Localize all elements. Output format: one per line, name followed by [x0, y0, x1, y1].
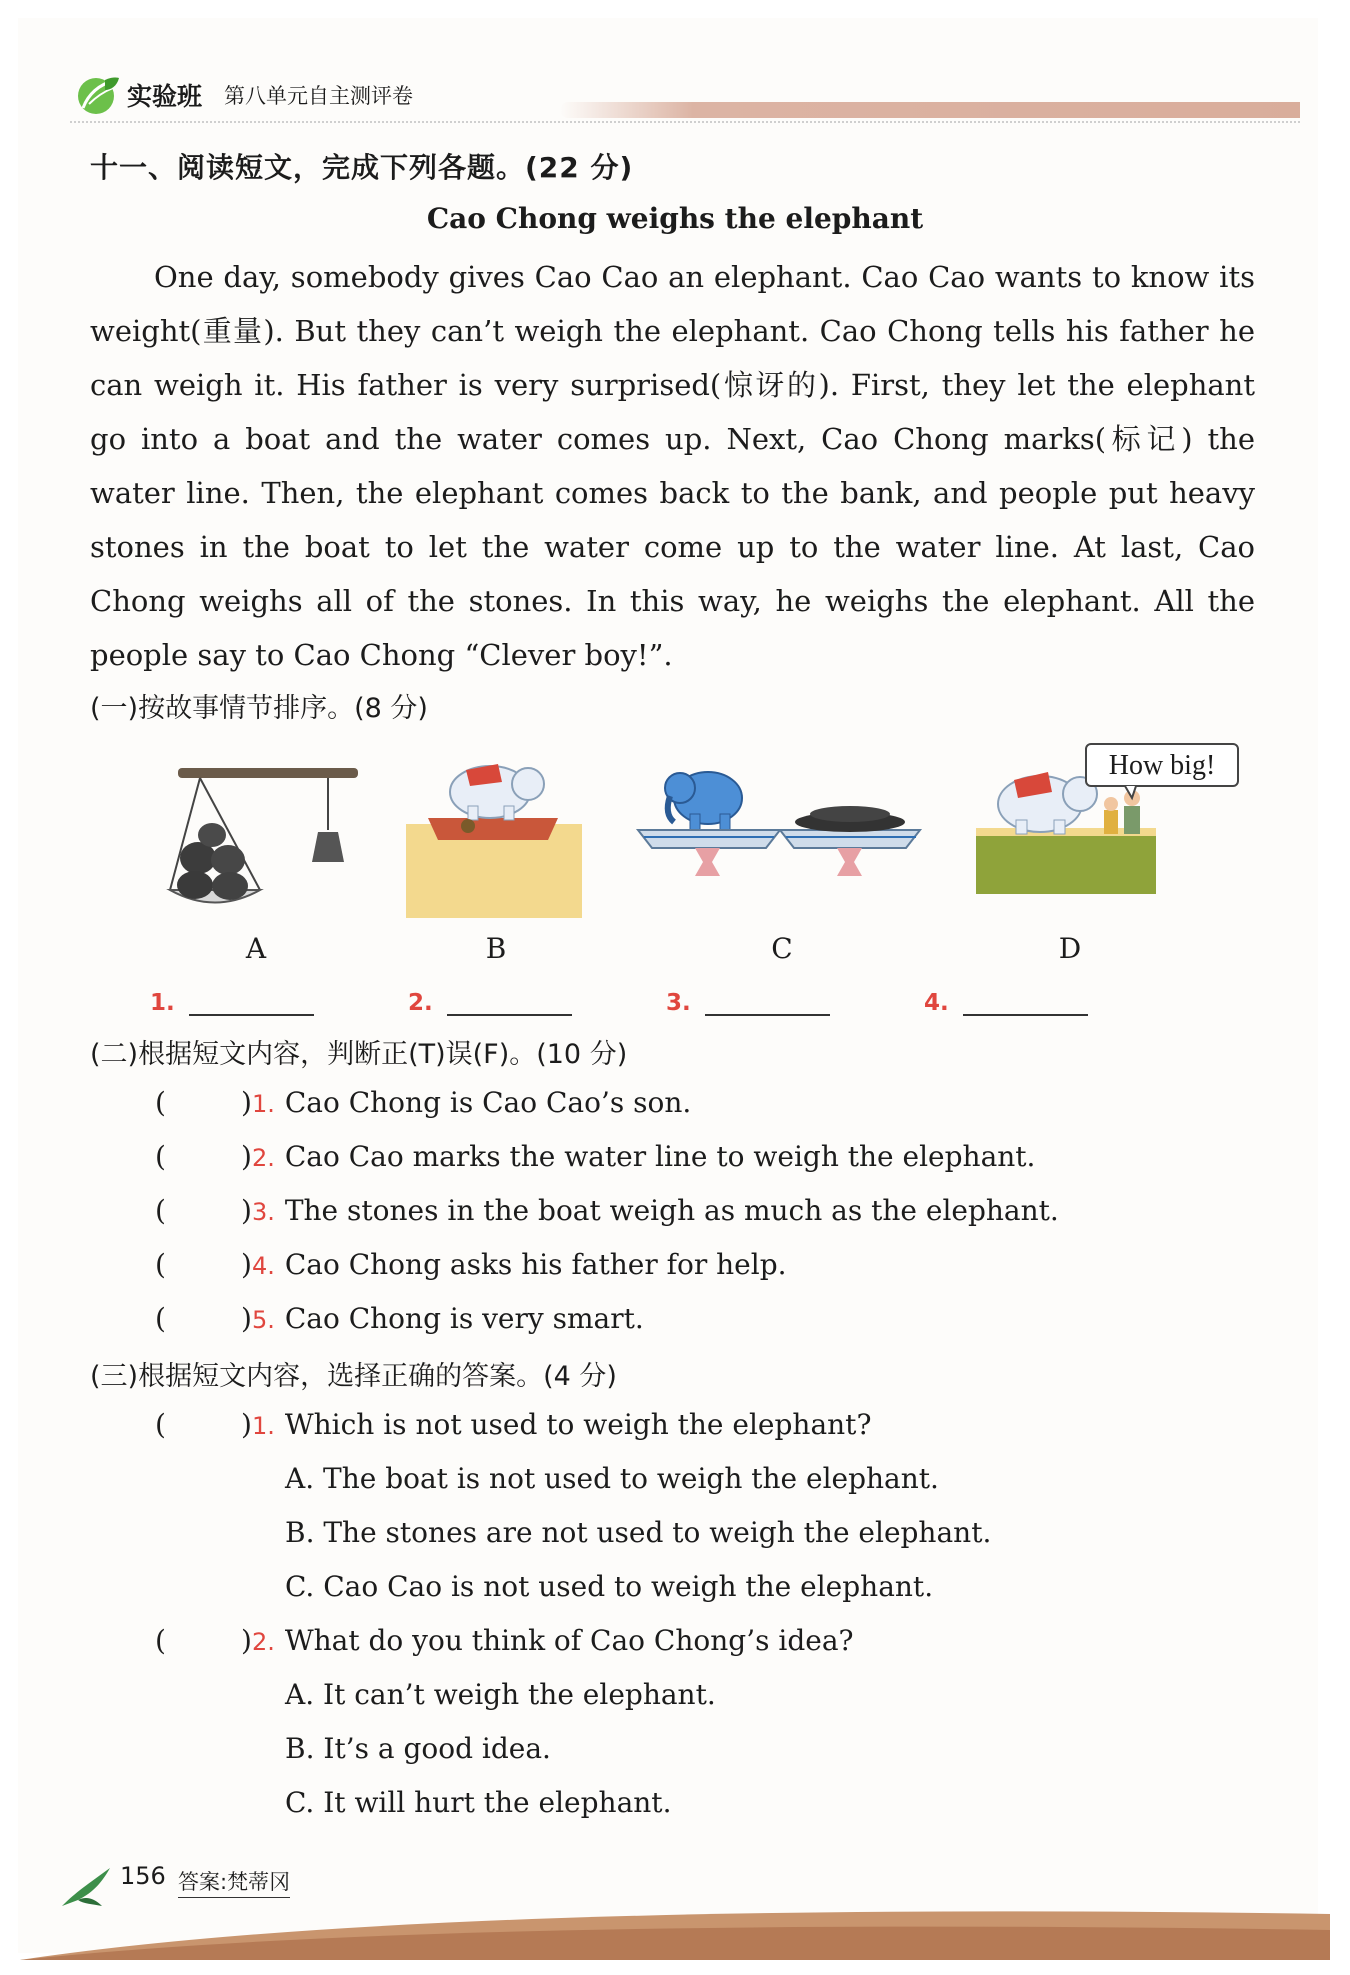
scale-beam — [178, 768, 358, 778]
question-text: What do you think of Cao Chong’s idea? — [284, 1624, 854, 1657]
option-c: C. It will hurt the elephant. — [285, 1786, 672, 1819]
picture-b-elephant-in-boat — [398, 740, 638, 920]
grass — [976, 834, 1156, 894]
mc-question-2: ( ) 2. What do you think of Cao Chong’s idea? — [155, 1624, 854, 1657]
tf-item-1: ( ) 1. Cao Chong is Cao Cao’s son. — [155, 1086, 692, 1119]
bird-icon — [58, 1862, 114, 1912]
option-c: C. Cao Cao is not used to weigh the elephant. — [285, 1570, 934, 1603]
person — [1104, 810, 1118, 834]
picture-c-two-boats — [630, 740, 930, 920]
question-number: 1. — [251, 1412, 275, 1440]
boat — [428, 818, 558, 840]
tf-item-5: ( ) 5. Cao Chong is very smart. — [155, 1302, 644, 1335]
water-mark — [695, 848, 720, 876]
item-number: 1. — [251, 1090, 275, 1118]
unit-title: 第八单元自主测评卷 — [224, 84, 414, 108]
question-number: 2. — [251, 1628, 275, 1656]
speech-text: How big! — [1108, 750, 1216, 781]
person — [461, 819, 475, 833]
picture-label-d: D — [1058, 932, 1082, 965]
stone — [211, 845, 245, 875]
tf-item-2: ( ) 2. Cao Cao marks the water line to weigh the elephant. — [155, 1140, 1036, 1173]
section-title: 十一、阅读短文，完成下列各题。(22 分) — [90, 151, 634, 184]
mc-question-1: ( ) 1. Which is not used to weigh the elephant? — [155, 1408, 872, 1441]
question-text: Which is not used to weigh the elephant? — [284, 1408, 872, 1441]
answer-paren[interactable]: ( — [155, 1248, 166, 1281]
leaf-logo-icon — [75, 74, 121, 116]
option-b: B. The stones are not used to weigh the elephant. — [285, 1516, 992, 1549]
header-divider — [70, 121, 1300, 123]
boat-right — [780, 830, 920, 848]
answer-line[interactable] — [705, 990, 830, 1016]
water-mark — [837, 848, 862, 876]
order-blank-2 — [408, 990, 572, 1016]
page-number: 156 — [120, 1862, 166, 1890]
boat-left — [638, 830, 780, 848]
option-b: B. It’s a good idea. — [285, 1732, 551, 1765]
passage-title: Cao Chong weighs the elephant — [426, 202, 924, 235]
picture-label-c: C — [771, 932, 793, 965]
item-number: 4. — [251, 1252, 275, 1280]
item-text: Cao Chong asks his father for help. — [284, 1248, 787, 1281]
part1-heading: (一)按故事情节排序。(8 分) — [90, 693, 428, 724]
answer-line[interactable] — [963, 990, 1088, 1016]
blank-number: 2. — [408, 990, 433, 1016]
part3-heading: (三)根据短文内容，选择正确的答案。(4 分) — [90, 1361, 617, 1392]
stone — [177, 871, 213, 899]
stone — [212, 872, 248, 900]
order-blank-4 — [924, 990, 1088, 1016]
order-blank-1 — [150, 990, 314, 1016]
item-text: Cao Cao marks the water line to weigh the elephant. — [284, 1140, 1036, 1173]
blank-number: 4. — [924, 990, 949, 1016]
blank-number: 3. — [666, 990, 691, 1016]
answer-paren[interactable]: ( — [155, 1408, 166, 1441]
picture-label-a: A — [245, 932, 267, 965]
option-a: A. The boat is not used to weigh the elephant. — [285, 1462, 939, 1495]
item-number: 5. — [251, 1306, 275, 1334]
tf-item-3: ( ) 3. The stones in the boat weigh as much as the elephant. — [155, 1194, 1059, 1227]
part2-heading: (二)根据短文内容，判断正(T)误(F)。(10 分) — [90, 1039, 628, 1070]
picture-d-elephant-on-bank — [970, 740, 1240, 920]
scale-weight — [312, 832, 344, 862]
passage-text: One day, somebody gives Cao Cao an elephant. Cao Cao wants to know its weight(重量). But they can’t weigh the elephant. Cao Chong tells his father he can weigh it. His father is very surprised(惊讶的). First, they let the elephant go into a boat and the water comes up. Next, Cao Chong marks(标记) the water line. Then, the elephant comes back to the bank, and people put heavy stones in the boat to let the water come up to the water line. At last, Cao Chong weighs all of the stones. In this way, he weighs the elephant. All the people say to Cao Chong “Clever boy!”. — [90, 260, 1255, 672]
brand-name: 实验班 — [127, 82, 203, 111]
answer-paren[interactable]: ( — [155, 1086, 166, 1119]
blank-number: 1. — [150, 990, 175, 1016]
stone — [198, 823, 226, 847]
picture-a-scale — [150, 740, 390, 920]
item-number: 3. — [251, 1198, 275, 1226]
header — [75, 70, 413, 120]
footer-answer: 答案:梵蒂冈 — [178, 1866, 290, 1898]
item-text: Cao Chong is Cao Cao’s son. — [284, 1086, 692, 1119]
answer-paren[interactable]: ( — [155, 1194, 166, 1227]
answer-paren[interactable]: ( — [155, 1140, 166, 1173]
order-blank-3 — [666, 990, 830, 1016]
tf-item-4: ( ) 4. Cao Chong asks his father for help. — [155, 1248, 787, 1281]
answer-paren[interactable]: ( — [155, 1624, 166, 1657]
person — [1124, 806, 1140, 834]
header-decor-band — [560, 102, 1300, 118]
option-a: A. It can’t weigh the elephant. — [285, 1678, 716, 1711]
picture-label-b: B — [485, 932, 507, 965]
answer-line[interactable] — [189, 990, 314, 1016]
item-number: 2. — [251, 1144, 275, 1172]
item-text: The stones in the boat weigh as much as the elephant. — [284, 1194, 1059, 1227]
answer-line[interactable] — [447, 990, 572, 1016]
answer-paren[interactable]: ( — [155, 1302, 166, 1335]
item-text: Cao Chong is very smart. — [284, 1302, 644, 1335]
